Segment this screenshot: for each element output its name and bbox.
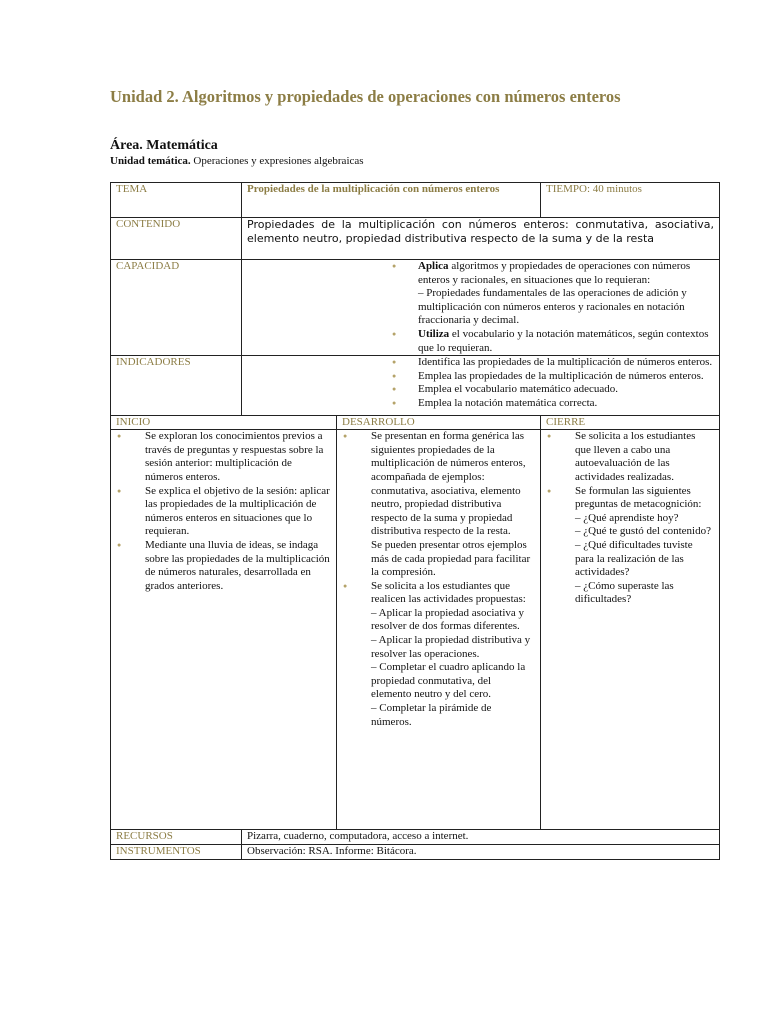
desarrollo-text: Se solicita a los estudiantes que realicen las actividades propuestas: — [371, 579, 526, 606]
unidad-label: Unidad temática. — [110, 155, 191, 167]
indicadores-label: INDICADORES — [111, 356, 242, 416]
contenido-value: Propiedades de la multiplicación con números enteros: conmutativa, asociativa, elemento neutro, propiedad distributiva respecto de la suma y de la resta — [242, 218, 720, 260]
desarrollo-cell — [337, 430, 541, 830]
page-title: Unidad 2. Algoritmos y propiedades de operaciones con números enteros — [110, 87, 621, 106]
capacidad-verb: Utiliza — [418, 327, 450, 340]
instrumentos-label: INSTRUMENTOS — [111, 845, 242, 860]
tiempo-label: TIEMPO: 40 minutos — [541, 183, 720, 218]
indicador-item: ● Identifica las propiedades de la multiplicación de números enteros. — [392, 356, 719, 370]
inicio-item: ● Mediante una lluvia de ideas, se indaga sobre las propiedades de la multiplicación de números naturales, desarrollada en grados anteriores. — [111, 539, 330, 593]
cierre-text: Se formulan las siguientes preguntas de metacognición: — [575, 484, 702, 511]
capacidad-verb: Aplica — [418, 260, 449, 272]
capacidad-text: el vocabulario y la notación matemáticos, según contextos que lo requieran. — [418, 327, 709, 354]
inicio-item: ● Se explica el objetivo de la sesión: aplicar las propiedades de la multiplicación de números enteros en situaciones que lo requieran. — [111, 485, 330, 539]
cierre-cell — [541, 430, 720, 830]
desarrollo-sub: – Completar el cuadro aplicando la propiedad conmutativa, del elemento neutro y del cero. — [371, 661, 526, 701]
cierre-item: ● Se solicita a los estudiantes que lleven a cabo una autoevaluación de las actividades realizadas. — [541, 430, 713, 484]
indicador-item: ● Emplea las propiedades de la multiplicación de números enteros. — [392, 370, 719, 384]
tema-value: Propiedades de la multiplicación con números enteros — [242, 183, 541, 218]
desarrollo-text: Se presentan en forma genérica las siguientes propiedades de la multiplicación de números enteros, acompañada de ejemplos: conmutativa, asociativa, elemento neutro, propiedad distributiva respecto de la suma y propiedad distributiva respecto de la resta. — [371, 430, 526, 538]
indicadores-cell — [242, 356, 720, 416]
indicador-item: ● Emplea el vocabulario matemático adecuado. — [392, 383, 719, 397]
cierre-sub: – ¿Qué te gustó del contenido? — [575, 525, 711, 538]
capacidad-label: CAPACIDAD — [111, 260, 242, 356]
desarrollo-sub: – Completar la pirámide de números. — [371, 702, 492, 728]
inicio-label: INICIO — [111, 416, 337, 430]
cierre-list — [541, 430, 713, 607]
unidad-tematica — [110, 155, 364, 167]
cierre-label: CIERRE — [541, 416, 720, 430]
capacidad-item — [392, 260, 719, 328]
cierre-sub: – ¿Cómo superaste las dificultades? — [575, 579, 674, 606]
inicio-list — [111, 430, 330, 593]
recursos-label: RECURSOS — [111, 830, 242, 845]
desarrollo-label: DESARROLLO — [337, 416, 541, 430]
tema-label: TEMA — [111, 183, 242, 218]
desarrollo-list — [337, 430, 534, 729]
contenido-label: CONTENIDO — [111, 218, 242, 260]
desarrollo-sub: – Aplicar la propiedad distributiva y resolver las operaciones. — [371, 634, 531, 660]
cierre-sub: – ¿Qué dificultades tuviste para la realización de las actividades? — [575, 538, 693, 579]
indicador-item: ● Emplea la notación matemática correcta. — [392, 397, 719, 411]
capacidad-item — [392, 328, 719, 355]
desarrollo-text: Se pueden presentar otros ejemplos más de cada propiedad para facilitar la compresión. — [371, 538, 531, 579]
desarrollo-item — [337, 580, 534, 730]
capacidad-list — [242, 260, 719, 355]
capacidad-text: algoritmos y propiedades de operaciones con números enteros y racionales, en situaciones que lo requieran: — [418, 260, 691, 286]
instrumentos-value: Observación: RSA. Informe: Bitácora. — [242, 845, 720, 860]
capacidad-cell — [242, 260, 720, 356]
cierre-sub: – ¿Qué aprendiste hoy? — [575, 511, 679, 524]
recursos-value: Pizarra, cuaderno, computadora, acceso a internet. — [242, 830, 720, 845]
area-heading: Área. Matemática — [110, 138, 218, 153]
inicio-cell — [111, 430, 337, 830]
desarrollo-item — [337, 430, 534, 580]
unidad-value: Operaciones y expresiones algebraicas — [193, 155, 364, 167]
cierre-item — [541, 485, 713, 607]
desarrollo-sub: – Aplicar la propiedad asociativa y resolver de dos formas diferentes. — [371, 606, 525, 633]
inicio-item: ● Se exploran los conocimientos previos a través de preguntas y respuestas sobre la sesión anterior: multiplicación de números enteros. — [111, 430, 330, 484]
lesson-plan-table — [110, 182, 720, 860]
capacidad-sub: – Propiedades fundamentales de las operaciones de adición y multiplicación con números enteros y racionales en notación fraccionaria y decimal. — [418, 287, 687, 327]
indicadores-list — [242, 356, 719, 410]
